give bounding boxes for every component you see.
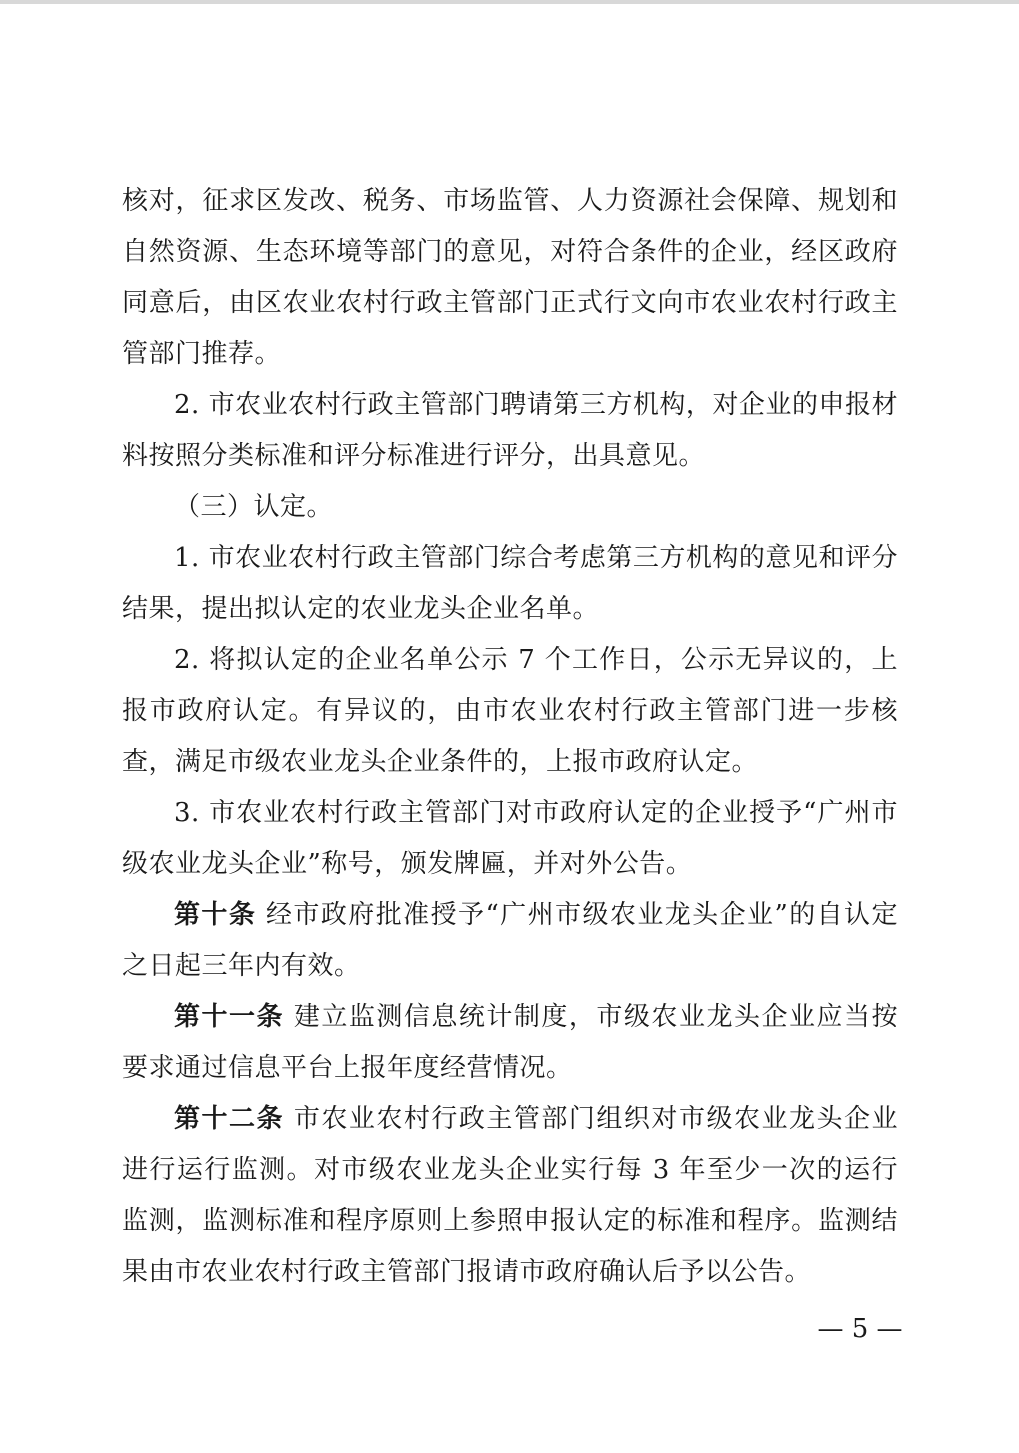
section-heading-recognition: （三）认定。 (174, 492, 334, 522)
article-12-text: 市农业农村行政主管部门组织对市级农业龙头企业进行运行监测。对市级农业龙头企业实行每 3 年至少一次的运行监测，监测标准和程序原则上参照申报认定的标准和程序。监测结果由市农业农村行政主管部门报请市政府确认后予以公告。 (122, 1104, 898, 1287)
paragraph-item-1-recognition: 1. 市农业农村行政主管部门综合考虑第三方机构的意见和评分结果，提出拟认定的农业龙头企业名单。 (122, 543, 898, 624)
page-number: — 5 — (817, 1314, 903, 1344)
paragraph-item-2-publicity: 2. 将拟认定的企业名单公示 7 个工作日，公示无异议的，上报市政府认定。有异议的，由市农业农村行政主管部门进一步核查，满足市级农业龙头企业条件的，上报市政府认定。 (122, 645, 898, 777)
paragraph-continuation: 核对，征求区发改、税务、市场监管、人力资源社会保障、规划和自然资源、生态环境等部门的意见，对符合条件的企业，经区政府同意后，由区农业农村行政主管部门正式行文向市农业农村行政主管部门推荐。 (122, 186, 898, 369)
article-10-text: 经市政府批准授予“广州市级农业龙头企业”的自认定之日起三年内有效。 (122, 900, 898, 981)
top-edge-rule (0, 0, 1019, 4)
article-11-text: 建立监测信息统计制度，市级农业龙头企业应当按要求通过信息平台上报年度经营情况。 (122, 1002, 898, 1083)
paragraph-item-3-title-grant: 3. 市农业农村行政主管部门对市政府认定的企业授予“广州市级农业龙头企业”称号，颁发牌匾，并对外公告。 (122, 798, 898, 879)
article-12-number: 第十二条 (174, 1104, 285, 1134)
article-10 (122, 890, 898, 992)
article-11 (122, 992, 898, 1094)
article-10-number: 第十条 (174, 900, 257, 930)
article-11-number: 第十一条 (174, 1002, 285, 1032)
article-12 (122, 1094, 898, 1298)
document-body (122, 176, 898, 1298)
paragraph-item-2-review: 2. 市农业农村行政主管部门聘请第三方机构，对企业的申报材料按照分类标准和评分标准进行评分，出具意见。 (122, 390, 898, 471)
